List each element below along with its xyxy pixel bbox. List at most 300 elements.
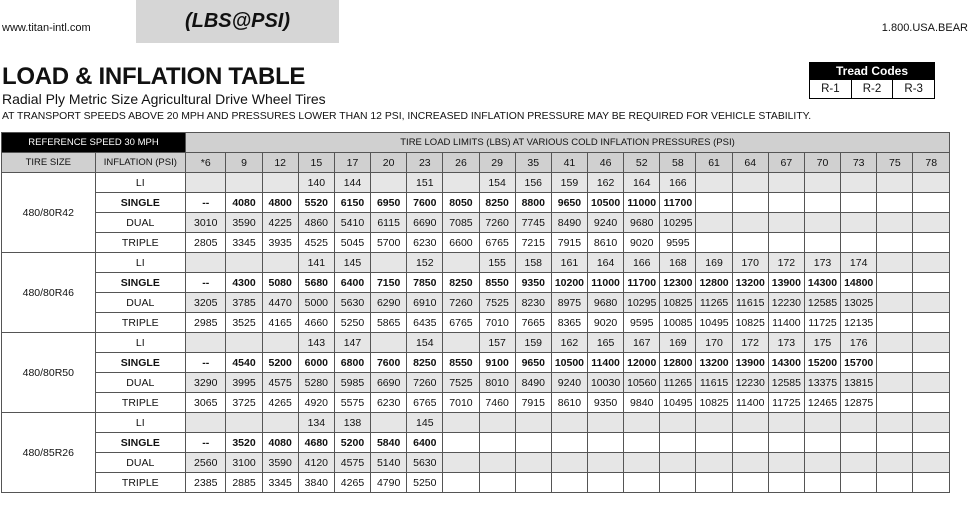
load-value-cell: 6950 (371, 193, 407, 213)
load-value-cell (588, 453, 624, 473)
load-value-cell: 7915 (515, 393, 551, 413)
load-value-cell: 13815 (841, 373, 877, 393)
load-value-cell: 4680 (298, 433, 334, 453)
load-value-cell (226, 173, 262, 193)
inflation-type-cell: LI (95, 173, 185, 193)
psi-header-cell: 15 (298, 153, 334, 173)
load-value-cell (371, 253, 407, 273)
load-value-cell: 6690 (407, 213, 443, 233)
psi-header-cell: 67 (768, 153, 804, 173)
tread-code-r3: R-3 (892, 80, 934, 98)
load-value-cell (226, 253, 262, 273)
inflation-type-cell: TRIPLE (95, 473, 185, 493)
load-value-cell: 10495 (696, 313, 732, 333)
load-value-cell: 173 (768, 333, 804, 353)
inflation-type-cell: LI (95, 253, 185, 273)
load-value-cell (913, 293, 950, 313)
table-row (2, 253, 950, 273)
load-value-cell: 7085 (443, 213, 479, 233)
load-value-cell: 6765 (407, 393, 443, 413)
load-value-cell: 159 (551, 173, 587, 193)
load-value-cell: 134 (298, 413, 334, 433)
load-value-cell (732, 433, 768, 453)
load-value-cell: 6600 (443, 233, 479, 253)
load-value-cell: 3840 (298, 473, 334, 493)
load-value-cell (841, 413, 877, 433)
psi-header-cell: 78 (913, 153, 950, 173)
phone-number: 1.800.USA.BEAR (881, 22, 968, 34)
load-value-cell: 2985 (186, 313, 226, 333)
load-value-cell (479, 473, 515, 493)
load-value-cell (696, 193, 732, 213)
load-value-cell: 12300 (660, 273, 696, 293)
load-value-cell: 11000 (588, 273, 624, 293)
load-value-cell: 174 (841, 253, 877, 273)
load-value-cell: 4080 (226, 193, 262, 213)
load-value-cell (551, 473, 587, 493)
load-value-cell (479, 453, 515, 473)
load-value-cell (913, 273, 950, 293)
load-value-cell (804, 213, 840, 233)
load-value-cell: 170 (732, 253, 768, 273)
load-value-cell: 140 (298, 173, 334, 193)
load-value-cell (696, 453, 732, 473)
load-value-cell (913, 353, 950, 373)
load-value-cell: 8610 (588, 233, 624, 253)
load-value-cell: 144 (334, 173, 370, 193)
load-value-cell: 167 (624, 333, 660, 353)
table-row (2, 193, 950, 213)
load-value-cell: 166 (660, 173, 696, 193)
load-value-cell (660, 453, 696, 473)
load-value-cell: 11000 (624, 193, 660, 213)
load-value-cell: 6765 (479, 233, 515, 253)
load-value-cell: 4470 (262, 293, 298, 313)
tread-codes-box (809, 62, 935, 99)
load-value-cell (443, 253, 479, 273)
load-value-cell (186, 253, 226, 273)
load-value-cell (262, 173, 298, 193)
load-value-cell: 12230 (768, 293, 804, 313)
load-value-cell: 13375 (804, 373, 840, 393)
load-value-cell (732, 473, 768, 493)
load-value-cell: 9650 (515, 353, 551, 373)
load-value-cell (877, 393, 913, 413)
tread-code-r1: R-1 (821, 83, 840, 95)
load-value-cell: 4300 (226, 273, 262, 293)
load-value-cell: 4525 (298, 233, 334, 253)
load-value-cell: 4080 (262, 433, 298, 453)
load-value-cell (913, 213, 950, 233)
load-value-cell: 138 (334, 413, 370, 433)
load-value-cell: 5680 (298, 273, 334, 293)
load-value-cell: 3520 (226, 433, 262, 453)
load-value-cell (877, 373, 913, 393)
load-value-cell: -- (186, 433, 226, 453)
load-value-cell: -- (186, 273, 226, 293)
psi-header-cell: 73 (841, 153, 877, 173)
load-value-cell: 9650 (551, 193, 587, 213)
load-value-cell: 4575 (262, 373, 298, 393)
load-value-cell: 8250 (479, 193, 515, 213)
load-value-cell: 3935 (262, 233, 298, 253)
load-value-cell: 4165 (262, 313, 298, 333)
load-value-cell: 5410 (334, 213, 370, 233)
load-value-cell (913, 173, 950, 193)
load-value-cell: 5250 (334, 313, 370, 333)
load-value-cell (443, 413, 479, 433)
load-value-cell (841, 233, 877, 253)
load-value-cell: 157 (479, 333, 515, 353)
load-value-cell (624, 453, 660, 473)
load-value-cell: 7665 (515, 313, 551, 333)
load-value-cell (732, 233, 768, 253)
psi-header-cell: 12 (262, 153, 298, 173)
table-row (2, 333, 950, 353)
psi-header-cell: 75 (877, 153, 913, 173)
load-value-cell: 145 (334, 253, 370, 273)
load-value-cell (877, 333, 913, 353)
inflation-type-cell: SINGLE (95, 353, 185, 373)
load-value-cell: 7260 (479, 213, 515, 233)
load-value-cell: 6115 (371, 213, 407, 233)
load-value-cell (479, 413, 515, 433)
load-value-cell: 3590 (262, 453, 298, 473)
load-value-cell: 9595 (660, 233, 696, 253)
table-row (2, 293, 950, 313)
load-value-cell: 147 (334, 333, 370, 353)
load-value-cell (732, 213, 768, 233)
load-value-cell: 2385 (186, 473, 226, 493)
load-value-cell: 5080 (262, 273, 298, 293)
table-row (2, 393, 950, 413)
load-value-cell: 6290 (371, 293, 407, 313)
load-value-cell: 6000 (298, 353, 334, 373)
load-value-cell: 10825 (696, 393, 732, 413)
load-value-cell: 172 (768, 253, 804, 273)
tread-codes-row (810, 80, 934, 98)
load-value-cell (841, 453, 877, 473)
load-value-cell (804, 233, 840, 253)
load-value-cell (696, 213, 732, 233)
load-value-cell: 154 (479, 173, 515, 193)
load-value-cell: 12585 (804, 293, 840, 313)
load-value-cell: 3345 (226, 233, 262, 253)
load-value-cell (877, 413, 913, 433)
units-badge: (LBS@PSI) (136, 0, 339, 43)
inflation-type-cell: DUAL (95, 453, 185, 473)
load-value-cell: 7600 (371, 353, 407, 373)
load-value-cell: 15700 (841, 353, 877, 373)
tread-codes-title: Tread Codes (810, 63, 934, 80)
load-value-cell: 11615 (696, 373, 732, 393)
load-value-cell (841, 473, 877, 493)
load-value-cell (696, 473, 732, 493)
psi-header-row (2, 153, 950, 173)
load-value-cell (768, 233, 804, 253)
load-value-cell (696, 413, 732, 433)
load-value-cell (804, 173, 840, 193)
inflation-type-cell: LI (95, 413, 185, 433)
load-value-cell: 12000 (624, 353, 660, 373)
website-url: www.titan-intl.com (2, 22, 91, 34)
load-value-cell: 5630 (407, 453, 443, 473)
load-value-cell: 3205 (186, 293, 226, 313)
load-value-cell: 4265 (262, 393, 298, 413)
page-subtitle: Radial Ply Metric Size Agricultural Drive Wheel Tires (2, 91, 326, 107)
load-value-cell: 8975 (551, 293, 587, 313)
load-value-cell: 13900 (732, 353, 768, 373)
load-value-cell: 155 (479, 253, 515, 273)
load-value-cell (443, 473, 479, 493)
load-value-cell (913, 253, 950, 273)
load-value-cell (588, 413, 624, 433)
load-value-cell (913, 233, 950, 253)
load-value-cell (877, 273, 913, 293)
table-row (2, 233, 950, 253)
psi-header-cell: *6 (186, 153, 226, 173)
load-value-cell (877, 473, 913, 493)
load-value-cell: 175 (804, 333, 840, 353)
load-value-cell: 8610 (551, 393, 587, 413)
load-value-cell (186, 333, 226, 353)
load-value-cell: 5140 (371, 453, 407, 473)
load-value-cell (551, 433, 587, 453)
load-value-cell (841, 433, 877, 453)
load-value-cell: 6690 (371, 373, 407, 393)
load-value-cell (768, 173, 804, 193)
load-value-cell: 3725 (226, 393, 262, 413)
load-value-cell (913, 333, 950, 353)
load-value-cell: 13025 (841, 293, 877, 313)
load-value-cell: 7150 (371, 273, 407, 293)
psi-header-cell: 52 (624, 153, 660, 173)
load-value-cell (732, 413, 768, 433)
load-value-cell: 5045 (334, 233, 370, 253)
psi-header-cell: 17 (334, 153, 370, 173)
load-value-cell: 9840 (624, 393, 660, 413)
psi-header-cell: 46 (588, 153, 624, 173)
table-row (2, 373, 950, 393)
load-value-cell: 2560 (186, 453, 226, 473)
table-row (2, 433, 950, 453)
inflation-type-cell: LI (95, 333, 185, 353)
load-value-cell: 12585 (768, 373, 804, 393)
load-value-cell: 11265 (696, 293, 732, 313)
load-value-cell: 11400 (732, 393, 768, 413)
load-value-cell (551, 453, 587, 473)
load-value-cell: 10295 (624, 293, 660, 313)
load-value-cell (443, 453, 479, 473)
load-value-cell: 5865 (371, 313, 407, 333)
load-value-cell: 3010 (186, 213, 226, 233)
load-value-cell: 169 (660, 333, 696, 353)
load-value-cell: 5200 (262, 353, 298, 373)
load-value-cell (660, 433, 696, 453)
load-value-cell: -- (186, 353, 226, 373)
load-value-cell: 10825 (732, 313, 768, 333)
load-value-cell (371, 333, 407, 353)
load-value-cell: 154 (407, 333, 443, 353)
load-value-cell: 8250 (407, 353, 443, 373)
load-value-cell (877, 173, 913, 193)
table-row (2, 173, 950, 193)
load-value-cell: 7260 (407, 373, 443, 393)
load-value-cell (732, 173, 768, 193)
load-value-cell (913, 193, 950, 213)
load-value-cell: 5985 (334, 373, 370, 393)
load-value-cell: 2885 (226, 473, 262, 493)
load-value-cell (913, 473, 950, 493)
load-value-cell: 10825 (660, 293, 696, 313)
load-value-cell: 7260 (443, 293, 479, 313)
load-value-cell: 4860 (298, 213, 334, 233)
load-value-cell: 6400 (334, 273, 370, 293)
load-value-cell: 6435 (407, 313, 443, 333)
load-value-cell (913, 433, 950, 453)
psi-header-cell: 20 (371, 153, 407, 173)
load-value-cell: 8550 (443, 353, 479, 373)
tire-size-cell: 480/80R50 (2, 333, 96, 413)
psi-header-cell: 70 (804, 153, 840, 173)
load-value-cell (226, 333, 262, 353)
load-value-cell (551, 413, 587, 433)
load-value-cell: 9595 (624, 313, 660, 333)
load-value-cell: 7525 (479, 293, 515, 313)
load-value-cell: 5280 (298, 373, 334, 393)
load-value-cell: 13200 (732, 273, 768, 293)
load-value-cell: 5200 (334, 433, 370, 453)
load-value-cell: 10560 (624, 373, 660, 393)
load-value-cell (804, 473, 840, 493)
load-value-cell: 9020 (588, 313, 624, 333)
load-value-cell (443, 173, 479, 193)
load-value-cell (515, 473, 551, 493)
load-value-cell: 10495 (660, 393, 696, 413)
psi-header-cell: 35 (515, 153, 551, 173)
psi-header-cell: 26 (443, 153, 479, 173)
load-value-cell (913, 393, 950, 413)
load-value-cell: 3290 (186, 373, 226, 393)
inflation-type-cell: SINGLE (95, 193, 185, 213)
load-value-cell (913, 373, 950, 393)
load-value-cell: 7525 (443, 373, 479, 393)
load-value-cell: 6800 (334, 353, 370, 373)
load-value-cell: 10500 (588, 193, 624, 213)
table-row (2, 313, 950, 333)
load-value-cell: 8490 (515, 373, 551, 393)
load-value-cell (515, 433, 551, 453)
load-value-cell: 12875 (841, 393, 877, 413)
load-value-cell: 8250 (443, 273, 479, 293)
load-value-cell: 8010 (479, 373, 515, 393)
load-value-cell (588, 433, 624, 453)
load-limits-header: TIRE LOAD LIMITS (LBS) AT VARIOUS COLD INFLATION PRESSURES (PSI) (186, 133, 950, 153)
load-value-cell (186, 413, 226, 433)
transport-speed-note: AT TRANSPORT SPEEDS ABOVE 20 MPH AND PRESSURES LOWER THAN 12 PSI, INCREASED INFLATION PRESSURE MAY BE REQUIRED FOR VEHICLE STABILITY. (2, 111, 812, 122)
load-value-cell: 14300 (768, 353, 804, 373)
load-value-cell (515, 413, 551, 433)
psi-header-cell: 23 (407, 153, 443, 173)
load-value-cell: 3785 (226, 293, 262, 313)
table-row (2, 273, 950, 293)
load-value-cell: 7600 (407, 193, 443, 213)
load-value-cell (804, 453, 840, 473)
load-value-cell: 6150 (334, 193, 370, 213)
load-value-cell: 162 (588, 173, 624, 193)
load-value-cell (515, 453, 551, 473)
tire-size-header: TIRE SIZE (2, 153, 96, 173)
load-value-cell: 10295 (660, 213, 696, 233)
load-value-cell (262, 333, 298, 353)
load-value-cell (768, 193, 804, 213)
load-value-cell: 4575 (334, 453, 370, 473)
load-value-cell: 13900 (768, 273, 804, 293)
load-value-cell (186, 173, 226, 193)
load-value-cell: 15200 (804, 353, 840, 373)
table-row (2, 473, 950, 493)
load-value-cell (624, 433, 660, 453)
load-value-cell (877, 213, 913, 233)
load-value-cell (624, 413, 660, 433)
load-value-cell: 4800 (262, 193, 298, 213)
load-value-cell: 164 (588, 253, 624, 273)
load-value-cell (624, 473, 660, 493)
load-value-cell: 5520 (298, 193, 334, 213)
load-value-cell: 159 (515, 333, 551, 353)
load-value-cell (660, 473, 696, 493)
load-value-cell: 8550 (479, 273, 515, 293)
load-value-cell: 7745 (515, 213, 551, 233)
psi-header-cell: 29 (479, 153, 515, 173)
reference-speed-header: REFERENCE SPEED 30 MPH (2, 133, 186, 153)
load-value-cell (588, 473, 624, 493)
load-value-cell (732, 453, 768, 473)
load-value-cell: 172 (732, 333, 768, 353)
load-value-cell: 6230 (407, 233, 443, 253)
load-value-cell: 9020 (624, 233, 660, 253)
psi-header-cell: 61 (696, 153, 732, 173)
load-value-cell: 9240 (588, 213, 624, 233)
load-value-cell: 10200 (551, 273, 587, 293)
load-value-cell: 3065 (186, 393, 226, 413)
load-value-cell: 12800 (660, 353, 696, 373)
load-value-cell: 161 (551, 253, 587, 273)
table-row (2, 353, 950, 373)
load-value-cell (371, 413, 407, 433)
load-value-cell: 11265 (660, 373, 696, 393)
load-value-cell: 4120 (298, 453, 334, 473)
load-value-cell: 4790 (371, 473, 407, 493)
table-row (2, 413, 950, 433)
load-value-cell: 3345 (262, 473, 298, 493)
load-value-cell: 12135 (841, 313, 877, 333)
load-value-cell (877, 453, 913, 473)
load-value-cell: 8230 (515, 293, 551, 313)
load-value-cell: 6400 (407, 433, 443, 453)
load-value-cell: 11725 (804, 313, 840, 333)
tire-size-cell: 480/80R42 (2, 173, 96, 253)
load-value-cell (696, 433, 732, 453)
load-value-cell: 143 (298, 333, 334, 353)
load-value-cell: 8800 (515, 193, 551, 213)
load-value-cell: 5700 (371, 233, 407, 253)
load-value-cell (768, 433, 804, 453)
load-value-cell: 4540 (226, 353, 262, 373)
load-value-cell: 5250 (407, 473, 443, 493)
load-value-cell: 3525 (226, 313, 262, 333)
load-value-cell (913, 453, 950, 473)
